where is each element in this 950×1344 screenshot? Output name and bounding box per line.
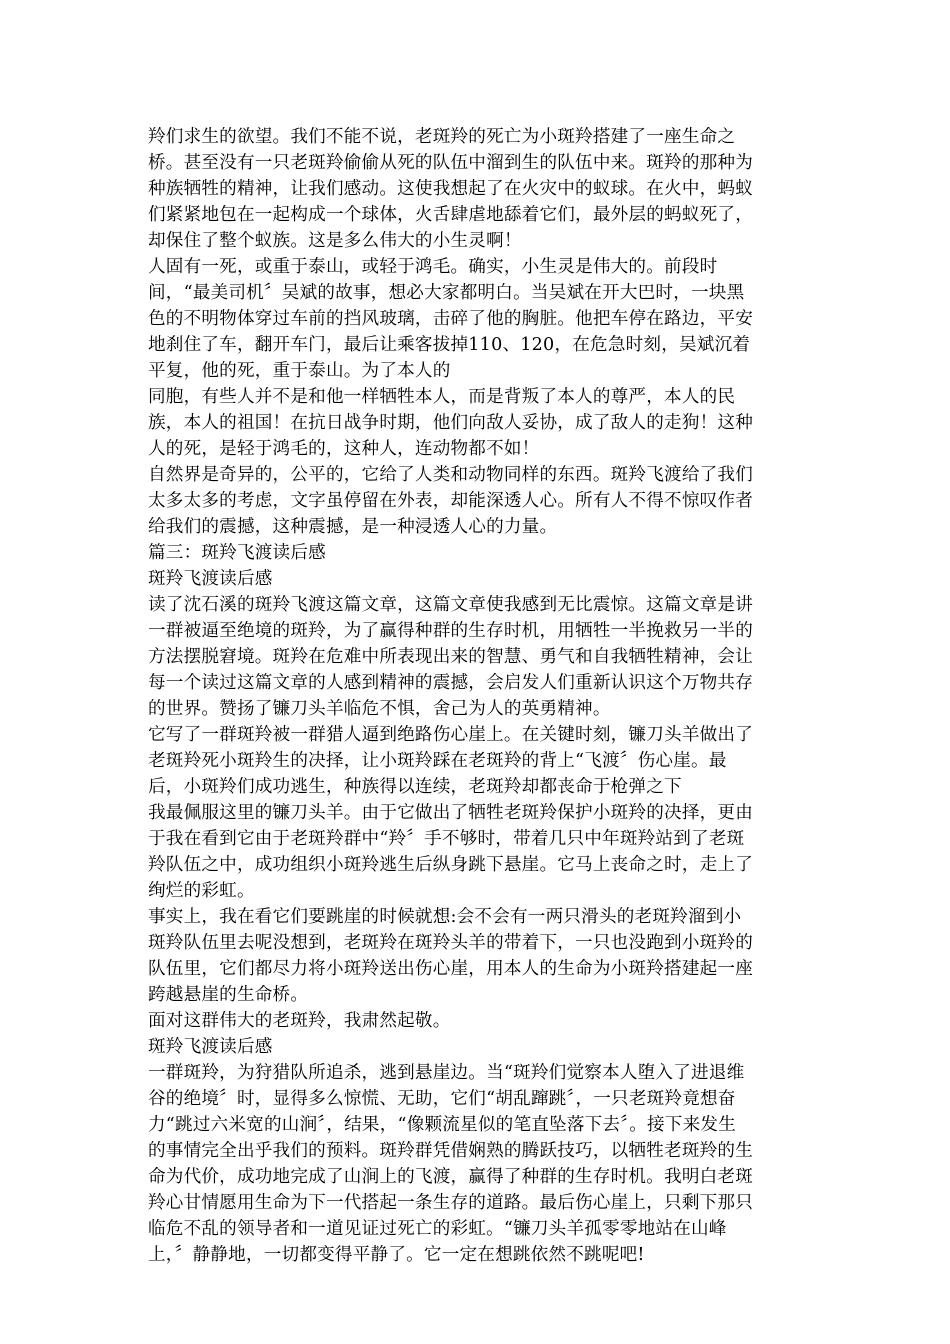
text-line: 每一个读过这篇文章的人感到精神的震撼，会启发人们重新认识这个万物共存: [148, 673, 753, 693]
text-line: 的世界。赞扬了镰刀头羊临危不惧，舍己为人的英勇精神。: [148, 699, 611, 719]
text-line: 羚心甘情愿用生命为下一代搭起一条生存的道路。最后伤心崖上，只剩下那只: [148, 1193, 753, 1213]
article-title: 斑羚飞渡读后感: [148, 569, 273, 589]
text-line: 后，小斑羚们成功逃生，种族得以连续，老斑羚却都丧命于枪弹之下: [148, 777, 682, 797]
text-line: 它写了一群斑羚被一群猎人逼到绝路伤心崖上。在关键时刻，镰刀头羊做出了: [148, 725, 753, 745]
text-line: 羚队伍之中，成功组织小斑羚逃生后纵身跳下悬崖。它马上丧命之时，走上了: [148, 855, 753, 875]
text-line: 人的死，是轻于鸿毛的，这种人，连动物都不如！: [148, 439, 540, 459]
text-line: 老斑羚死小斑羚生的决择，让小斑羚踩在老斑羚的背上“飞渡〞伤心崖。最: [148, 751, 727, 771]
text-line: 地刹住了车，翻开车门，最后让乘客拔掉110、120，在危急时刻，吴斌沉着: [148, 335, 751, 355]
text-line: 色的不明物体穿过车前的挡风玻璃，击碎了他的胸脏。他把车停在路边，平安: [148, 309, 753, 329]
text-line: 方法摆脱窘境。斑羚在危难中所表现出来的智慧、勇气和自我牺牲精神，会让: [148, 647, 753, 667]
text-line: 力“跳过六米宽的山涧〞，结果，“像颗流星似的笔直坠落下去〞。接下来发生: [148, 1115, 736, 1135]
text-line: 临危不乱的领导者和一道见证过死亡的彩虹。“镰刀头羊孤零零地站在山峰: [148, 1219, 727, 1239]
text-line: 自然界是奇异的，公平的，它给了人类和动物同样的东西。斑羚飞渡给了我们: [148, 465, 753, 485]
section-heading: 篇三：斑羚飞渡读后感: [148, 543, 326, 563]
text-line: 桥。甚至没有一只老斑羚偷偷从死的队伍中溜到生的队伍中来。斑羚的那种为: [148, 153, 753, 173]
text-line: 种族牺牲的精神，让我们感动。这使我想起了在火灾中的蚁球。在火中，蚂蚁: [148, 179, 753, 199]
text-line: 我最佩服这里的镰刀头羊。由于它做出了牺牲老斑羚保护小斑羚的决择，更由: [148, 803, 753, 823]
text-line: 给我们的震撼，这种震撼，是一种浸透人心的力量。: [148, 517, 558, 537]
text-line: 事实上，我在看它们要跳崖的时候就想:会不会有一两只滑头的老斑羚溜到小: [148, 907, 742, 927]
text-line: 的事情完全出乎我们的预料。斑羚群凭借娴熟的腾跃技巧，以牺牲老斑羚的生: [148, 1141, 753, 1161]
text-line: 们紧紧地包在一起构成一个球体，火舌肆虐地舔着它们，最外层的蚂蚁死了，: [148, 205, 753, 225]
text-line: 读了沈石溪的斑羚飞渡这篇文章，这篇文章使我感到无比震惊。这篇文章是讲: [148, 595, 753, 615]
text-line: 上，〞静静地，一切都变得平静了。它一定在想跳依然不跳呢吧!: [148, 1245, 645, 1265]
text-line: 谷的绝境〞时，显得多么惊慌、无助，它们“胡乱蹿跳〞，一只老斑羚竟想奋: [148, 1089, 736, 1109]
text-line: 绚烂的彩虹。: [148, 881, 255, 901]
text-line: 族，本人的祖国！在抗日战争时期，他们向敌人妥协，成了敌人的走狗！这种: [148, 413, 753, 433]
text-line: 平复，他的死，重于泰山。为了本人的: [148, 361, 451, 381]
text-line: 人固有一死，或重于泰山，或轻于鸿毛。确实，小生灵是伟大的。前段时: [148, 257, 718, 277]
text-line: 却保住了整个蚁族。这是多么伟大的小生灵啊！: [148, 231, 522, 251]
text-line: 跨越悬崖的生命桥。: [148, 985, 309, 1005]
text-line: 太多太多的考虑，文字虽停留在外表，却能深透人心。所有人不得不惊叹作者: [148, 491, 753, 511]
text-line: 队伍里，它们都尽力将小斑羚送出伤心崖，用本人的生命为小斑羚搭建起一座: [148, 959, 753, 979]
document-body: [148, 124, 808, 1268]
text-line: 同胞，有些人并不是和他一样牺牲本人，而是背叛了本人的尊严，本人的民: [148, 387, 736, 407]
text-line: 间，“最美司机〞吴斌的故事，想必大家都明白。当吴斌在开大巴时，一块黑: [148, 283, 745, 303]
text-line: 羚们求生的欲望。我们不能不说，老斑羚的死亡为小斑羚搭建了一座生命之: [148, 127, 736, 147]
text-line: 一群斑羚，为狩猎队所追杀，逃到悬崖边。当“斑羚们觉察本人堕入了进退维: [148, 1063, 745, 1083]
text-line: 面对这群伟大的老斑羚，我肃然起敬。: [148, 1011, 451, 1031]
text-line: 命为代价，成功地完成了山涧上的飞渡，赢得了种群的生存时机。我明白老斑: [148, 1167, 753, 1187]
text-line: 斑羚队伍里去呢没想到，老斑羚在斑羚头羊的带着下，一只也没跑到小斑羚的: [148, 933, 753, 953]
text-line: 一群被逼至绝境的斑羚，为了赢得种群的生存时机，用牺牲一半挽救另一半的: [148, 621, 753, 641]
text-line: 于我在看到它由于老斑羚群中“羚〞手不够时，带着几只中年斑羚站到了老斑: [148, 829, 745, 849]
article-title: 斑羚飞渡读后感: [148, 1037, 273, 1057]
